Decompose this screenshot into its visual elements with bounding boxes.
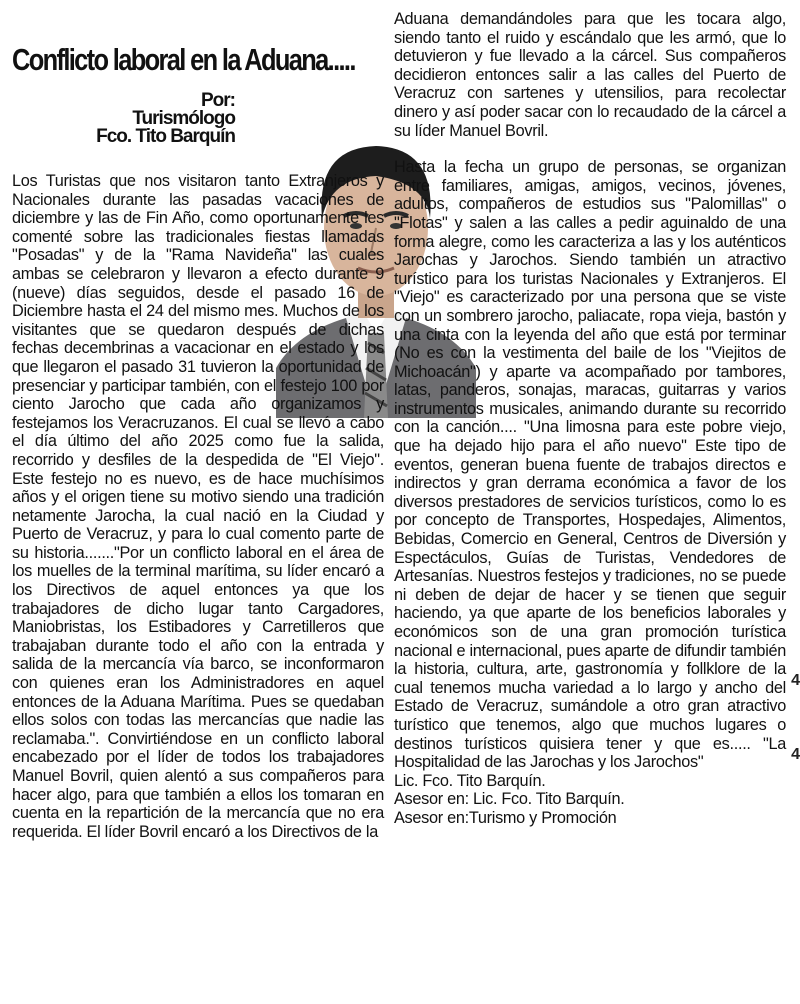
column-2-paragraph-1: Aduana demandándoles para que les tocara algo, siendo tanto el ruido y escándalo que les armó, que lo detuvieron y fue llevado a la cárcel. Sus compañeros decidieron entonces salir a las calles del Puerto de Veracruz con sartenes y utensilios, para recolectar dinero y así poder sacar con lo recaudado de la cárcel a su líder Manuel Bovril. xyxy=(394,10,786,140)
signature-line-2: Asesor en: Lic. Fco. Tito Barquín. xyxy=(394,790,625,809)
byline-title: Turismólogo xyxy=(132,108,235,129)
article-column-1 xyxy=(12,172,384,841)
column-2-paragraph-2: Hasta la fecha un grupo de personas, se organizan entre familiares, amigas, amigos, vecinos, jóvenes, adultos, compañeros de estudios sus "Palomillas" o "Flotas" y salen a las calles a pedir aguinaldo de una forma alegre, como les caracteriza a las y los auténticos Jarochas y Jarochos. Siendo también un atractivo turístico para los turistas Nacionales y Extranjeros. El "Viejo" es caracterizado por una persona que se viste con un sombrero jarocho, paliacate, ropa vieja, bastón y una cinta con la leyenda del año que está por terminar (No es con la vestimenta del baile de los "Viejitos de Michoacán") y aparte va acompañado por tambores, latas, panderos, sonajas, maracas, guitarras y varios instrumentos musicales, animando durante su recorrido con la canción.... "Una limosna para este pobre viejo, que ha dejado hijo para el año nuevo" Este tipo de eventos, generan buena fuente de trabajos directos e indirectos y gran derrama económica a favor de los diversos prestadores de servicios turísticos, como lo es por concepto de Transportes, Hospedajes, Alimentos, Bebidas, Comercio en General, Centros de Diversión y Espectáculos, Guías de Turistas, Vendedores de Artesanías. Nuestros festejos y tradiciones, no se puede ni deben de dejar de hacer y se tienen que seguir haciendo, ya que aparte de los beneficios laborales y económicos son de una gran promoción turística nacional e internacional, pues aparte de difundir también la historia, cultura, arte, gastronomía y follklore de la cual tenemos mucha variedad a lo largo y ancho del Estado de Veracruz, sumándole a otro gran atractivo turístico que tenemos, algo que muchos lugares o destinos turísticos quisiera tener y que es..... "La Hospitalidad de las Jarochas y los Jarochos" xyxy=(394,158,787,772)
byline xyxy=(60,92,235,146)
signature-line-3: Asesor en:Turismo y Promoción xyxy=(394,808,617,827)
edge-digit: 4 xyxy=(791,672,800,689)
column-1-text: Los Turistas que nos visitaron tanto Extranjeros y Nacionales durante las pasadas vacaciones de diciembre y las de Fin Año, como oportunamente les comenté sobre las tradicionales fiestas llamadas "Posadas" y de la "Rama Navideña" las cuales ambas se celebraron y llevaron a efecto durante 9 (nueve) días seguidos, desde el pasado 16 de Diciembre hasta el 24 del mismo mes. Muchos de los visitantes que se quedaron después de dichas fechas decembrinas a vacacionar en el estado y los que llegaron el pasado 31 tuvieron la oportunidad de presenciar y participar también, con el festejo 100 por ciento Jarocho que cada año organizamos y festejamos los Veracruzanos. El cual se llevó a cabo el día último del año 2025 como fue la salida, recorrido y desfiles de la despedida de "El Viejo". Este festejo no es nuevo, es de hace muchísimos años y el origen tiene su motivo siendo una tradición netamente Jarocha, la cual nació en la Ciudad y Puerto de Veracruz, y para lo cual comento parte de su historia......."Por un conflicto laboral en el área de los muelles de la terminal marítima, su líder encaró a los Directivos de aquel entonces ya que los trabajadores de dicho lugar tanto Cargadores, Maniobristas, los Estibadores y Carretilleros que trabajaban durante todo el año con la entrada y salida de la mercancía vía barco, se inconformaron con quienes eran los Administradores en aquel entonces de la Aduana Marítima. Pues se quedaban ellos solos con todas las mercancías que nadie las reclamaba.". Convirtiéndose en un conflicto laboral encabezado por el líder de todos los trabajadores Manuel Bovril, quien alentó a sus compañeros para hacer algo, para que también a ellos los tomaran en cuenta en la repartición de la mercancía que no era requerida. El líder Bovril encaró a los Directivos de la xyxy=(12,172,384,841)
signature-line-1: Lic. Fco. Tito Barquín. xyxy=(394,771,546,790)
article-column-2 xyxy=(394,10,786,828)
edge-digit: 4 xyxy=(791,746,800,763)
byline-name: Fco. Tito Barquín xyxy=(96,126,235,147)
article-title: Conflicto laboral en la Aduana..... xyxy=(12,42,355,77)
byline-por: Por: xyxy=(201,90,235,111)
